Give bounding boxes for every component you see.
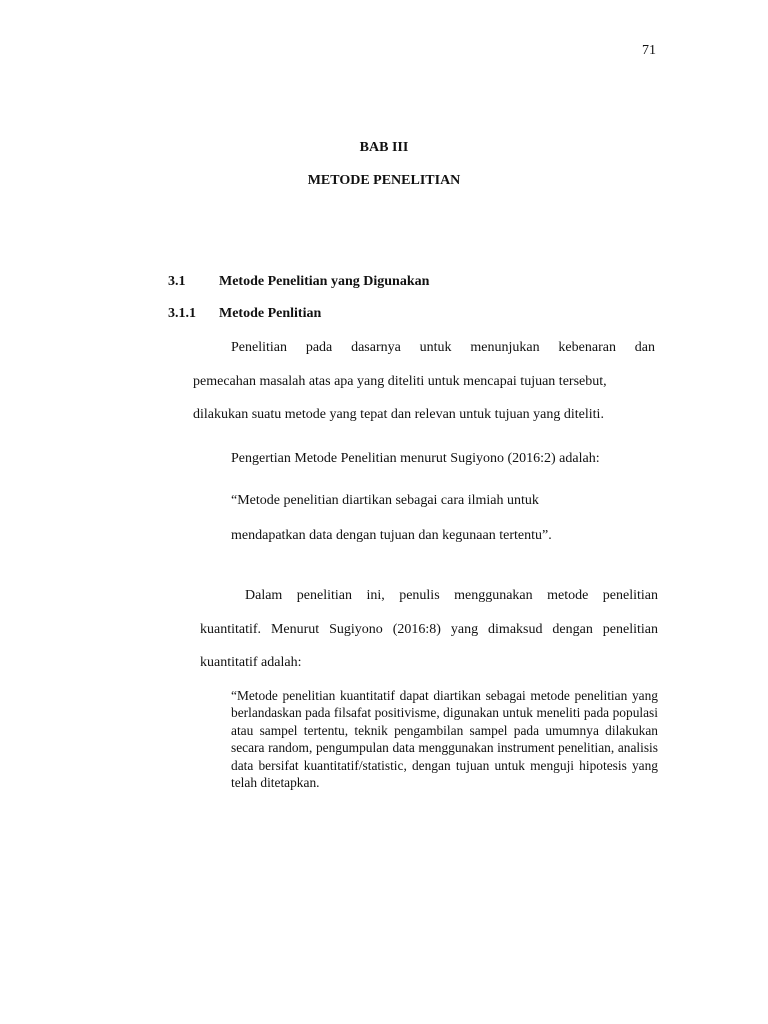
block-quote-quantitative: “Metode penelitian kuantitatif dapat diartikan sebagai metode penelitian yang berlandaskan pada filsafat positivisme, digunakan untuk meneliti pada populasi atau sampel tertentu, teknik pengambilan sampel pada umumnya dilakukan secara random, pengumpulan data menggunakan instrument penelitian, analisis data bersifat kuantitatif/statistic, dengan tujuan untuk menguji hipotesis yang telah ditetapkan. — [231, 688, 658, 791]
chapter-label: BAB III — [359, 140, 409, 155]
section-heading-3-1-1 — [168, 306, 658, 326]
section-number: 3.1.1 — [168, 306, 196, 321]
paragraph-line: kuantitatif adalah: — [200, 655, 302, 670]
section-heading-3-1 — [168, 274, 658, 294]
section-title: Metode Penelitian yang Digunakan — [219, 274, 430, 289]
section-number: 3.1 — [168, 274, 186, 289]
paragraph-line: kuantitatif. Menurut Sugiyono (2016:8) yang dimaksud dengan penelitian — [200, 622, 658, 637]
page-number: 71 — [642, 43, 656, 58]
definition-intro: Pengertian Metode Penelitian menurut Sugiyono (2016:2) adalah: — [231, 451, 600, 466]
section-title: Metode Penlitian — [219, 306, 322, 321]
chapter-title: METODE PENELITIAN — [307, 173, 461, 188]
paragraph-line: Dalam penelitian ini, penulis menggunakan metode penelitian — [245, 588, 658, 603]
quote-line: mendapatkan data dengan tujuan dan kegunaan tertentu”. — [231, 528, 552, 543]
quote-line: “Metode penelitian diartikan sebagai cara ilmiah untuk — [231, 493, 539, 508]
paragraph-line: dilakukan suatu metode yang tepat dan relevan untuk tujuan yang diteliti. — [193, 407, 604, 422]
paragraph-line: Penelitian pada dasarnya untuk menunjukan kebenaran dan — [231, 340, 655, 355]
paragraph-line: pemecahan masalah atas apa yang diteliti untuk mencapai tujuan tersebut, — [193, 374, 607, 389]
